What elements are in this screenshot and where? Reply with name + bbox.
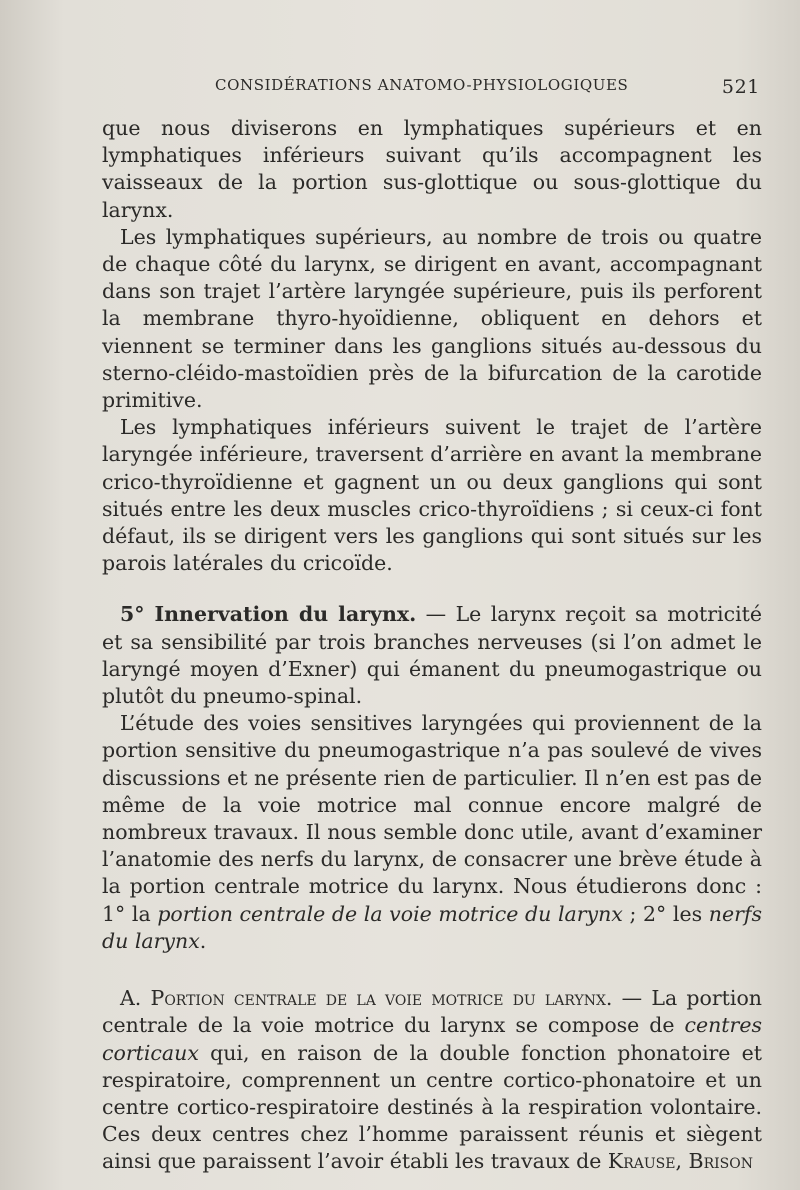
paragraph-text: qui, en raison de la double fonction phonatoire et respiratoire, comprennent un centre cortico-phonatoire et un centre cortico-respiratoire destinés à la respiration volontaire. Ces deux centres chez l’homme paraissent réunis et siègent ainsi que paraissent l’avoir établi les travaux de [102,1040,762,1174]
paragraph-text: — La portion centrale de la voie motrice du larynx se compose de [102,986,762,1038]
page-number: 521 [721,76,760,98]
italic-phrase: portion centrale de la voie motrice du larynx [157,901,623,926]
section-heading: 5° Innervation du larynx. [120,602,417,627]
subsection-heading: A. Portion centrale de la voie motrice du larynx. [120,986,613,1011]
section-central-motor [102,985,762,1175]
author-name: Brison [688,1149,753,1174]
section-innervation [102,601,762,710]
section-innervation-text: — Le larynx reçoit sa motricité et sa sensibilité par trois branches nerveuses (si l’on admet le laryngé moyen d’Exner) qui émanent du pneumogastrique ou plutôt du pneumo-spinal. [102,602,763,709]
paragraph-sensory-pathways [102,710,762,955]
running-title: CONSIDÉRATIONS ANATOMO-PHYSIOLOGIQUES [215,76,629,94]
paragraph-text: ; 2° les [622,901,709,926]
page-body [102,115,762,1176]
separator: , [675,1149,689,1174]
paragraph-continuation: que nous diviserons en lymphatiques supérieurs et en lymphatiques inférieurs suivant qu’ils accompagnent les vaisseaux de la portion sus-glottique ou sous-glottique du larynx. [102,116,762,222]
page-header [215,76,760,98]
paragraph-lower-lymphatics: Les lymphatiques inférieurs suivent le trajet de l’artère laryngée inférieure, traversent d’arrière en avant la membrane crico-thyroïdienne et gagnent un ou deux ganglions qui sont situés entre les deux muscles crico-thyroïdiens ; si ceux-ci font défaut, ils se dirigent vers les ganglions qui sont situés sur les parois latérales du cricoïde. [102,415,762,576]
italic-phrase: centres corticaux [102,1013,762,1065]
paragraph-upper-lymphatics: Les lymphatiques supérieurs, au nombre de trois ou quatre de chaque côté du larynx, se dirigent en avant, accompagnant dans son trajet l’artère laryngée supérieure, puis ils perforent la membrane thyro-hyoïdienne, obliquent en dehors et viennent se terminer dans les ganglions situés au-dessous du sterno-cléido-mastoïdien près de la bifurcation de la carotide primitive. [102,224,762,413]
italic-phrase: nerfs du larynx [102,901,762,953]
author-name: Krause [607,1149,676,1174]
paragraph-text: L’étude des voies sensitives laryngées qui proviennent de la portion sensitive du pneumogastrique n’a pas soulevé de vives discussions et ne présente rien de particulier. Il n’en est pas de même de la voie motrice mal connue encore malgré de nombreux travaux. Il nous semble donc utile, avant d’examiner l’anatomie des nerfs du larynx, de consacrer une brève étude à la portion centrale motrice du larynx. Nous étudierons donc : 1° la [102,711,762,926]
paragraph-text: . [199,928,207,953]
